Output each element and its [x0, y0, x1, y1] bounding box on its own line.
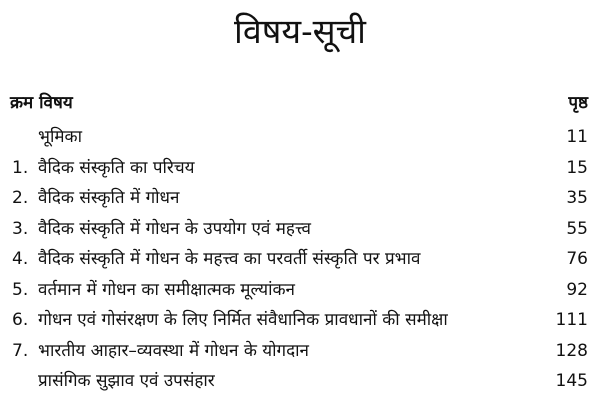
row-number: 1.: [12, 157, 29, 178]
contents-row: [0, 214, 600, 245]
contents-row: [0, 122, 600, 153]
row-title: गोधन एवं गोसंरक्षण के लिए निर्मित संवैधानिक प्रावधानों की समीक्षा: [38, 310, 448, 330]
contents-row: [0, 366, 600, 397]
row-number: 7.: [12, 340, 29, 361]
contents-list: [0, 122, 600, 397]
row-number: 2.: [12, 188, 29, 208]
contents-row: [0, 275, 600, 306]
column-header-serial-subject: क्रम विषय: [10, 93, 73, 113]
contents-row: [0, 183, 600, 214]
row-title: भारतीय आहार–व्यवस्था में गोधन के योगदान: [38, 340, 309, 361]
contents-row: [0, 244, 600, 275]
row-title: वैदिक संस्कृति में गोधन के उपयोग एवं महत्त्व: [38, 218, 311, 239]
row-number: 3.: [12, 218, 29, 239]
row-number: 5.: [12, 279, 29, 300]
row-page: 35: [566, 188, 588, 208]
row-page: 128: [555, 340, 588, 361]
row-number: 4.: [12, 249, 29, 269]
row-title: वैदिक संस्कृति में गोधन: [38, 188, 180, 208]
row-title: प्रासंगिक सुझाव एवं उपसंहार: [38, 371, 215, 391]
contents-row: [0, 336, 600, 367]
row-page: 55: [566, 218, 588, 239]
contents-row: [0, 153, 600, 184]
row-page: 145: [555, 371, 588, 391]
column-header-page: पृष्ठ: [568, 93, 588, 113]
row-page: 111: [555, 310, 588, 330]
page-title: विषय-सूची: [234, 12, 366, 52]
row-number: 6.: [12, 310, 29, 330]
row-page: 76: [566, 249, 588, 269]
row-page: 11: [566, 127, 588, 147]
row-title: वैदिक संस्कृति का परिचय: [38, 157, 195, 178]
row-page: 92: [566, 279, 588, 300]
row-page: 15: [566, 157, 588, 178]
contents-row: [0, 305, 600, 336]
row-title: वैदिक संस्कृति में गोधन के महत्त्व का परवर्ती संस्कृति पर प्रभाव: [38, 249, 421, 269]
row-title: भूमिका: [38, 127, 82, 147]
row-title: वर्तमान में गोधन का समीक्षात्मक मूल्यांकन: [38, 279, 295, 300]
